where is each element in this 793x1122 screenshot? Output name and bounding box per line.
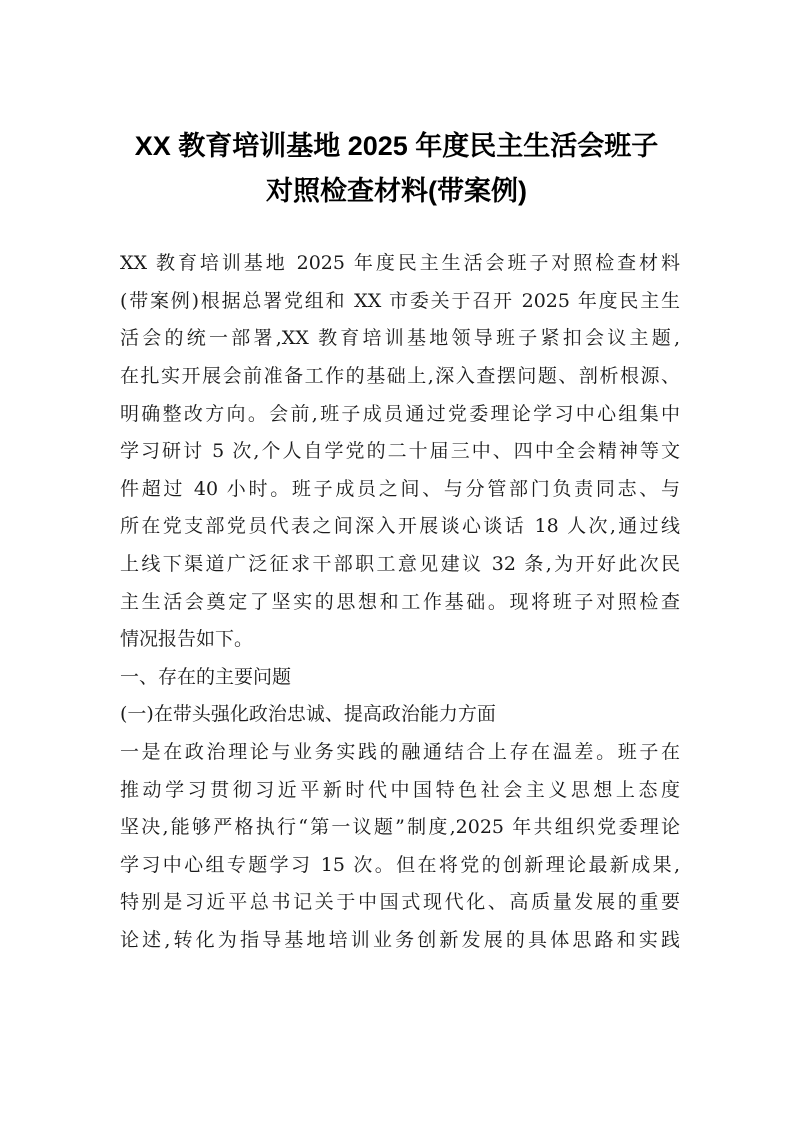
paragraph-line: XX 教育培训基地 2025 年度民主生活会班子对照检查材料 xyxy=(120,252,680,274)
paragraph-line: 特别是习近平总书记关于中国式现代化、高质量发展的重要 xyxy=(120,891,680,913)
paragraph-line: 一是在政治理论与业务实践的融通结合上存在温差。班子在 xyxy=(120,741,680,763)
paragraph-line: 情况报告如下。 xyxy=(120,628,254,650)
paragraph-line: 学习中心组专题学习 15 次。但在将党的创新理论最新成果, xyxy=(120,854,680,876)
paragraph-line: 论述,转化为指导基地培训业务创新发展的具体思路和实践 xyxy=(120,929,680,951)
paragraph-line: 推动学习贯彻习近平新时代中国特色社会主义思想上态度 xyxy=(120,779,680,801)
paragraph-line: 所在党支部党员代表之间深入开展谈心谈话 18 人次,通过线 xyxy=(120,515,680,537)
paragraph-line: 上线下渠道广泛征求干部职工意见建议 32 条,为开好此次民 xyxy=(120,553,680,575)
document-title-line-1: XX 教育培训基地 2025 年度民主生活会班子 xyxy=(134,131,659,161)
paragraph-line: 活会的统一部署,XX 教育培训基地领导班子紧扣会议主题, xyxy=(120,327,680,349)
section-heading: 一、存在的主要问题 xyxy=(120,666,292,688)
subsection-heading: (一)在带头强化政治忠诚、提高政治能力方面 xyxy=(120,703,496,725)
paragraph-line: 主生活会奠定了坚实的思想和工作基础。现将班子对照检查 xyxy=(120,591,680,613)
document-title-line-2: 对照检查材料(带案例) xyxy=(266,176,527,206)
paragraph-line: 坚决,能够严格执行“第一议题”制度,2025 年共组织党委理论 xyxy=(120,816,680,838)
paragraph-line: 在扎实开展会前准备工作的基础上,深入查摆问题、剖析根源、 xyxy=(120,365,680,387)
paragraph-line: 明确整改方向。会前,班子成员通过党委理论学习中心组集中 xyxy=(120,403,680,425)
paragraph-line: 学习研讨 5 次,个人自学党的二十届三中、四中全会精神等文 xyxy=(120,440,680,462)
paragraph-line: (带案例)根据总署党组和 XX 市委关于召开 2025 年度民主生 xyxy=(120,290,680,312)
paragraph-line: 件超过 40 小时。班子成员之间、与分管部门负责同志、与 xyxy=(120,478,680,500)
